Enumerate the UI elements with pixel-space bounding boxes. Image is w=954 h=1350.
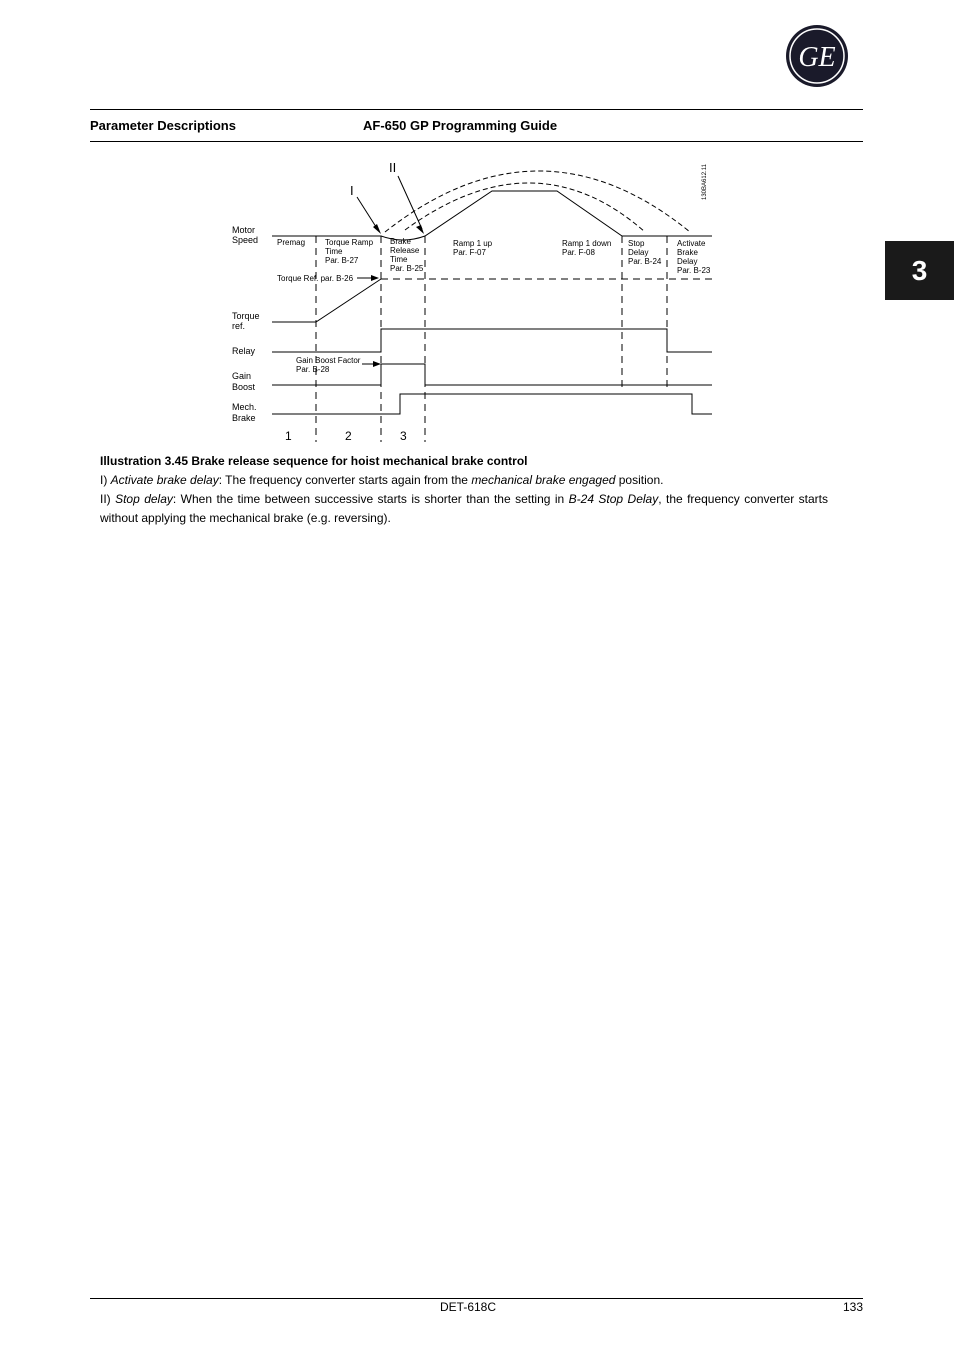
annotation-gain-boost-1: Gain Boost Factor	[296, 356, 361, 365]
caption-block	[100, 452, 828, 528]
marker-one-pointer	[357, 197, 378, 230]
doc-id: 130BA612.11	[702, 164, 708, 200]
phase-activate-3: Delay	[677, 257, 698, 266]
phase-brake-release-3: Time	[390, 255, 408, 264]
section-title: Parameter Descriptions	[90, 118, 236, 133]
brake-sequence-diagram	[220, 150, 730, 450]
step-1: 1	[285, 429, 292, 443]
phase-stop-delay-1: Stop	[628, 239, 645, 248]
chapter-tab: 3	[885, 241, 954, 300]
relay-trace	[272, 329, 712, 352]
phase-activate-2: Brake	[677, 248, 698, 257]
footer-rule	[90, 1298, 863, 1299]
phase-torque-ramp-1: Torque Ramp	[325, 238, 374, 247]
guide-title: AF-650 GP Programming Guide	[363, 118, 558, 133]
phase-torque-ramp-2: Time	[325, 247, 343, 256]
phase-ramp-up-1: Ramp 1 up	[453, 239, 493, 248]
note-one: I) Activate brake delay: The frequency converter starts again from the mechanical brake engaged position.	[100, 473, 664, 487]
page-number: 133	[843, 1300, 864, 1314]
marker-two: II	[389, 160, 397, 175]
phase-ramp-up-2: Par. F-07	[453, 248, 486, 257]
phase-premag: Premag	[277, 238, 306, 247]
arc-activate-brake	[405, 183, 645, 232]
annotation-gain-boost-2: Par. B-28	[296, 365, 330, 374]
marker-one: I	[350, 183, 354, 198]
mech-brake-trace	[272, 394, 712, 414]
label-ref: ref.	[232, 321, 246, 331]
phase-dividers	[316, 236, 667, 442]
step-2: 2	[345, 429, 352, 443]
header-rule-bottom	[90, 141, 863, 142]
annotation-torque-ref: Torque Ref. par. B-26	[277, 274, 354, 283]
torque-ref-trace	[272, 279, 381, 322]
motor-speed-trace	[272, 191, 712, 240]
phase-activate-1: Activate	[677, 239, 706, 248]
note-two: II) Stop delay: When the time between successive starts is shorter than the setting in B-24 Stop Delay, the frequency converter starts without applying the mechanical brake (e.g. reversing).	[100, 492, 829, 525]
phase-brake-release-2: Release	[390, 246, 420, 255]
illustration-caption: Illustration 3.45 Brake release sequence for hoist mechanical brake control	[100, 454, 528, 468]
phase-torque-ramp-3: Par. B-27	[325, 256, 359, 265]
step-3: 3	[400, 429, 407, 443]
footer-doc-code: DET-618C	[440, 1300, 497, 1314]
phase-brake-release-1: Brake	[390, 237, 411, 246]
label-gain: Gain	[232, 371, 252, 381]
phase-stop-delay-3: Par. B-24	[628, 257, 662, 266]
phase-activate-4: Par. B-23	[677, 266, 711, 275]
phase-brake-release-4: Par. B-25	[390, 264, 424, 273]
label-mech: Mech.	[232, 402, 257, 412]
gain-boost-trace	[272, 364, 712, 385]
label-speed: Speed	[232, 235, 259, 245]
label-motor: Motor	[232, 225, 256, 235]
label-brake: Brake	[232, 413, 256, 423]
ge-logo	[785, 24, 849, 88]
phase-ramp-down-2: Par. F-08	[562, 248, 595, 257]
arc-stop-delay	[385, 171, 690, 232]
label-relay: Relay	[232, 346, 256, 356]
phase-stop-delay-2: Delay	[628, 248, 649, 257]
marker-two-pointer	[398, 176, 422, 229]
phase-ramp-down-1: Ramp 1 down	[562, 239, 612, 248]
label-torque: Torque	[232, 311, 260, 321]
label-boost: Boost	[232, 382, 256, 392]
header-rule-top	[90, 109, 863, 110]
ge-logo-text: GE	[798, 42, 836, 73]
